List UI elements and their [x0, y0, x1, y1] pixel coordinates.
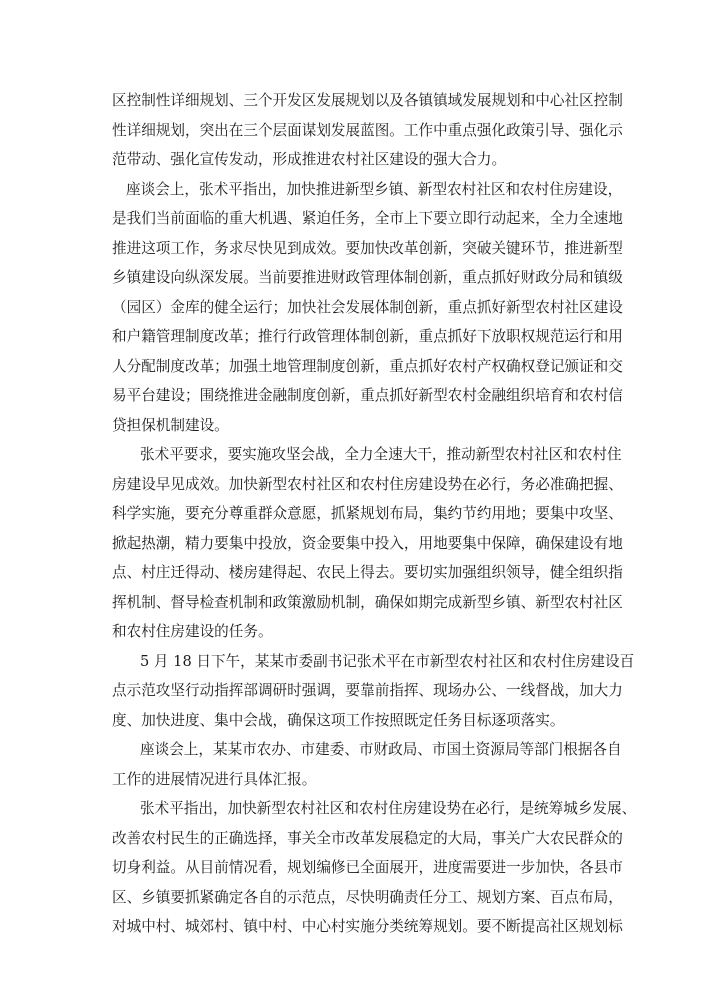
text-line: 座谈会上，某某市农办、市建委、市财政局、市国土资源局等部门根据各自: [140, 741, 622, 758]
text-line: 和户籍管理制度改革；推行行政管理体制创新，重点抓好下放职权规范运行和用: [112, 328, 623, 345]
text-line: 科学实施，要充分尊重群众意愿，抓紧规划布局，集约节约用地；要集中攻坚、: [112, 505, 623, 522]
text-line: 对城中村、城郊村、镇中村、中心村实施分类统筹规划。要不断提高社区规划标: [112, 918, 623, 935]
text-line: 房建设早见成效。加快新型农村社区和农村住房建设势在必行，务必准确把握、: [112, 475, 623, 493]
text-line: 挥机制、督导检查机制和政策激励机制，确保如期完成新型乡镇、新型农村社区: [112, 593, 623, 611]
text-line: 是我们当前面临的重大机遇、紧迫任务，全市上下要立即行动起来，全力全速地: [112, 210, 623, 227]
text-line: 易平台建设；围绕推进金融制度创新，重点抓好新型农村金融组织培育和农村信: [112, 387, 623, 404]
text-line: 5 月 18 日下午，某某市委副书记张术平在市新型农村社区和农村住房建设百: [140, 652, 635, 670]
document-body: [112, 86, 637, 942]
text-line: 掀起热潮，精力要集中投放，资金要集中投入，用地要集中保障，确保建设有地: [112, 534, 623, 552]
text-line: 切身利益。从目前情况看，规划编修已全面展开，进度需要进一步加快，各县市: [112, 859, 623, 876]
text-line: 和农村住房建设的任务。: [112, 623, 273, 640]
text-line: 工作的进展情况进行具体汇报。: [112, 770, 317, 788]
text-line: 改善农村民生的正确选择，事关全市改革发展稳定的大局，事关广大农民群众的: [112, 829, 623, 847]
text-line: 张术平要求，要实施攻坚会战，全力全速大干，推动新型农村社区和农村住: [140, 446, 622, 463]
text-line: 乡镇建设向纵深发展。当前要推进财政管理体制创新，重点抓好财政分局和镇级: [112, 269, 623, 286]
text-line: （园区）金库的健全运行；加快社会发展体制创新，重点抓好新型农村社区建设: [112, 298, 623, 316]
text-line: 贷担保机制建设。: [112, 416, 229, 434]
text-line: 推进这项工作，务求尽快见到成效。要加快改革创新，突破关键环节，推进新型: [112, 239, 623, 257]
text-line: 人分配制度改革；加强土地管理制度创新，重点抓好农村产权确权登记颁证和交: [112, 357, 623, 375]
text-line: 点、村庄迁得动、楼房建得起、农民上得去。要切实加强组织领导，健全组织指: [112, 564, 623, 581]
text-line: 张术平指出，加快新型农村社区和农村住房建设势在必行，是统筹城乡发展、: [140, 800, 637, 817]
text-line: 座谈会上，张术平指出，加快推进新型乡镇、新型农村社区和农村住房建设，: [126, 180, 623, 198]
text-line: 区、乡镇要抓紧确定各自的示范点，尽快明确责任分工、规划方案、百点布局，: [112, 888, 623, 906]
text-line: 点示范攻坚行动指挥部调研时强调，要靠前指挥、现场办公、一线督战，加大力: [112, 682, 623, 699]
text-line: 区控制性详细规划、三个开发区发展规划以及各镇镇域发展规划和中心社区控制: [112, 92, 623, 109]
text-line: 性详细规划，突出在三个层面谋划发展蓝图。工作中重点强化政策引导、强化示: [112, 121, 623, 139]
text-line: 范带动、强化宣传发动，形成推进农村社区建设的强大合力。: [112, 151, 507, 168]
text-line: 度、加快进度、集中会战，确保这项工作按照既定任务目标逐项落实。: [112, 711, 565, 729]
